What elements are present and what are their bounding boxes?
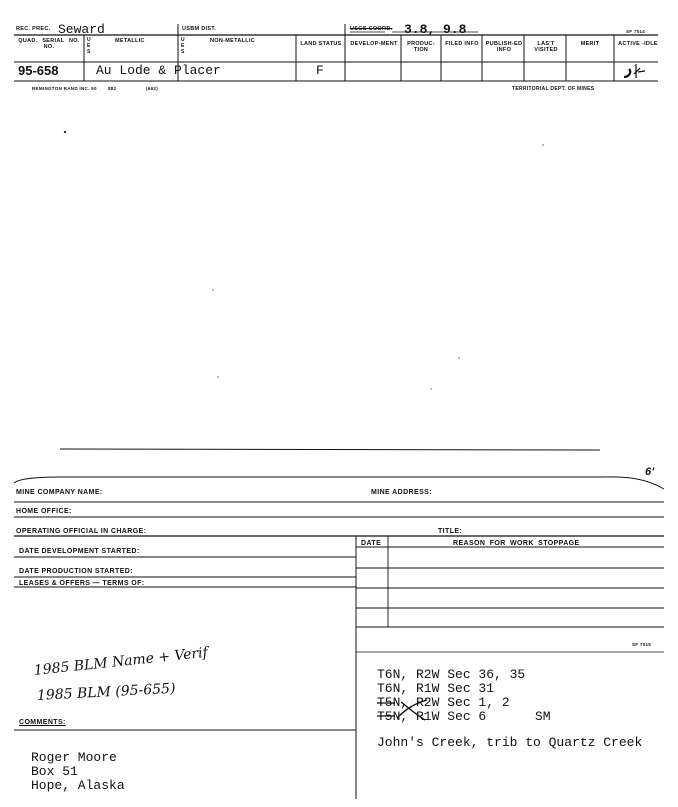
location-line2: T6N, R1W Sec 31 [377,681,495,696]
location-line3: T5N, R2W Sec 1, 2 [377,695,510,710]
home-office-label: HOME OFFICE: [16,508,72,515]
printer-code: (662) [146,86,159,91]
handwritten-line2: 1985 BLM (95-655) [36,680,176,704]
active-idle-mark-icon [620,60,654,82]
contact-box: Box 51 [31,764,78,779]
col-nonmetallic: NON-METALLIC [210,38,256,44]
printer-mark: 882 [108,86,117,91]
location-creek: John's Creek, trib to Quartz Creek [377,735,643,750]
rec-prec-label: REC. PREC. [16,26,51,32]
col-production: PRODUC-TION [407,41,435,53]
col-development: DEVELOP-MENT [350,41,398,47]
quad-serial-value: 95-658 [18,63,59,78]
date-prod-label: DATE PRODUCTION STARTED: [19,568,133,575]
ues-letters-metallic: U E S [87,37,91,55]
uses-coord-value: 3.8, 9.8 [404,22,467,37]
col-metallic: METALLIC [115,38,145,44]
col-active-idle: ACTIVE -IDLE [618,41,658,47]
mine-company-label: MINE COMPANY NAME: [16,489,103,496]
location-line1: T6N, R2W Sec 36, 35 [377,667,526,682]
rec-prec-value: Seward [58,22,105,37]
col-filed-info: FILED INFO [445,41,479,47]
corner-mark: 6' [645,466,655,478]
contact-name: Roger Moore [31,750,117,765]
title-label: TITLE: [438,528,463,535]
strikethrough-marks [375,696,455,726]
usbm-dist-label: USBM DIST. [182,26,217,32]
contact-city: Hope, Alaska [31,778,125,793]
territorial-line: TERRITORIAL DEPT. OF MINES [512,86,595,92]
form-code-top: SF 7014 [626,29,646,34]
metallic-value: Au Lode & Placer [96,63,221,78]
date-label: DATE [361,540,382,547]
form-code-bottom: SF 7015 [632,642,652,647]
location-line4: T5N, R1W Sec 6 [377,709,487,724]
leases-label: LEASES & OFFERS — TERMS OF: [19,580,145,587]
location-line4-suffix: SM [535,709,551,724]
operating-official-label: OPERATING OFFICIAL IN CHARGE: [16,528,147,535]
handwritten-line1: 1985 BLM Name + Verif [33,644,209,679]
land-status-value: F [316,63,324,78]
col-published-info: PUBLISH-ED INFO [485,41,523,53]
mine-address-label: MINE ADDRESS: [371,489,432,496]
col-last-visited: LAS'T VISITED [534,41,558,53]
col-merit: MERIT [580,41,600,47]
date-dev-label: DATE DEVELOPMENT STARTED: [19,548,140,555]
reason-label: REASON FOR WORK STOPPAGE [453,540,580,547]
col-quad-serial: QUAD. SERIAL NO. NO. [18,38,80,50]
col-land-status: LAND STATUS [300,41,342,47]
ues-letters-nonmetallic: U E S [181,37,185,55]
uses-coord-label: USGS COORD. [350,26,393,32]
comments-label: COMMENTS: [19,719,66,726]
printer-line: REMINGTON RAND INC. 50 [32,86,97,91]
